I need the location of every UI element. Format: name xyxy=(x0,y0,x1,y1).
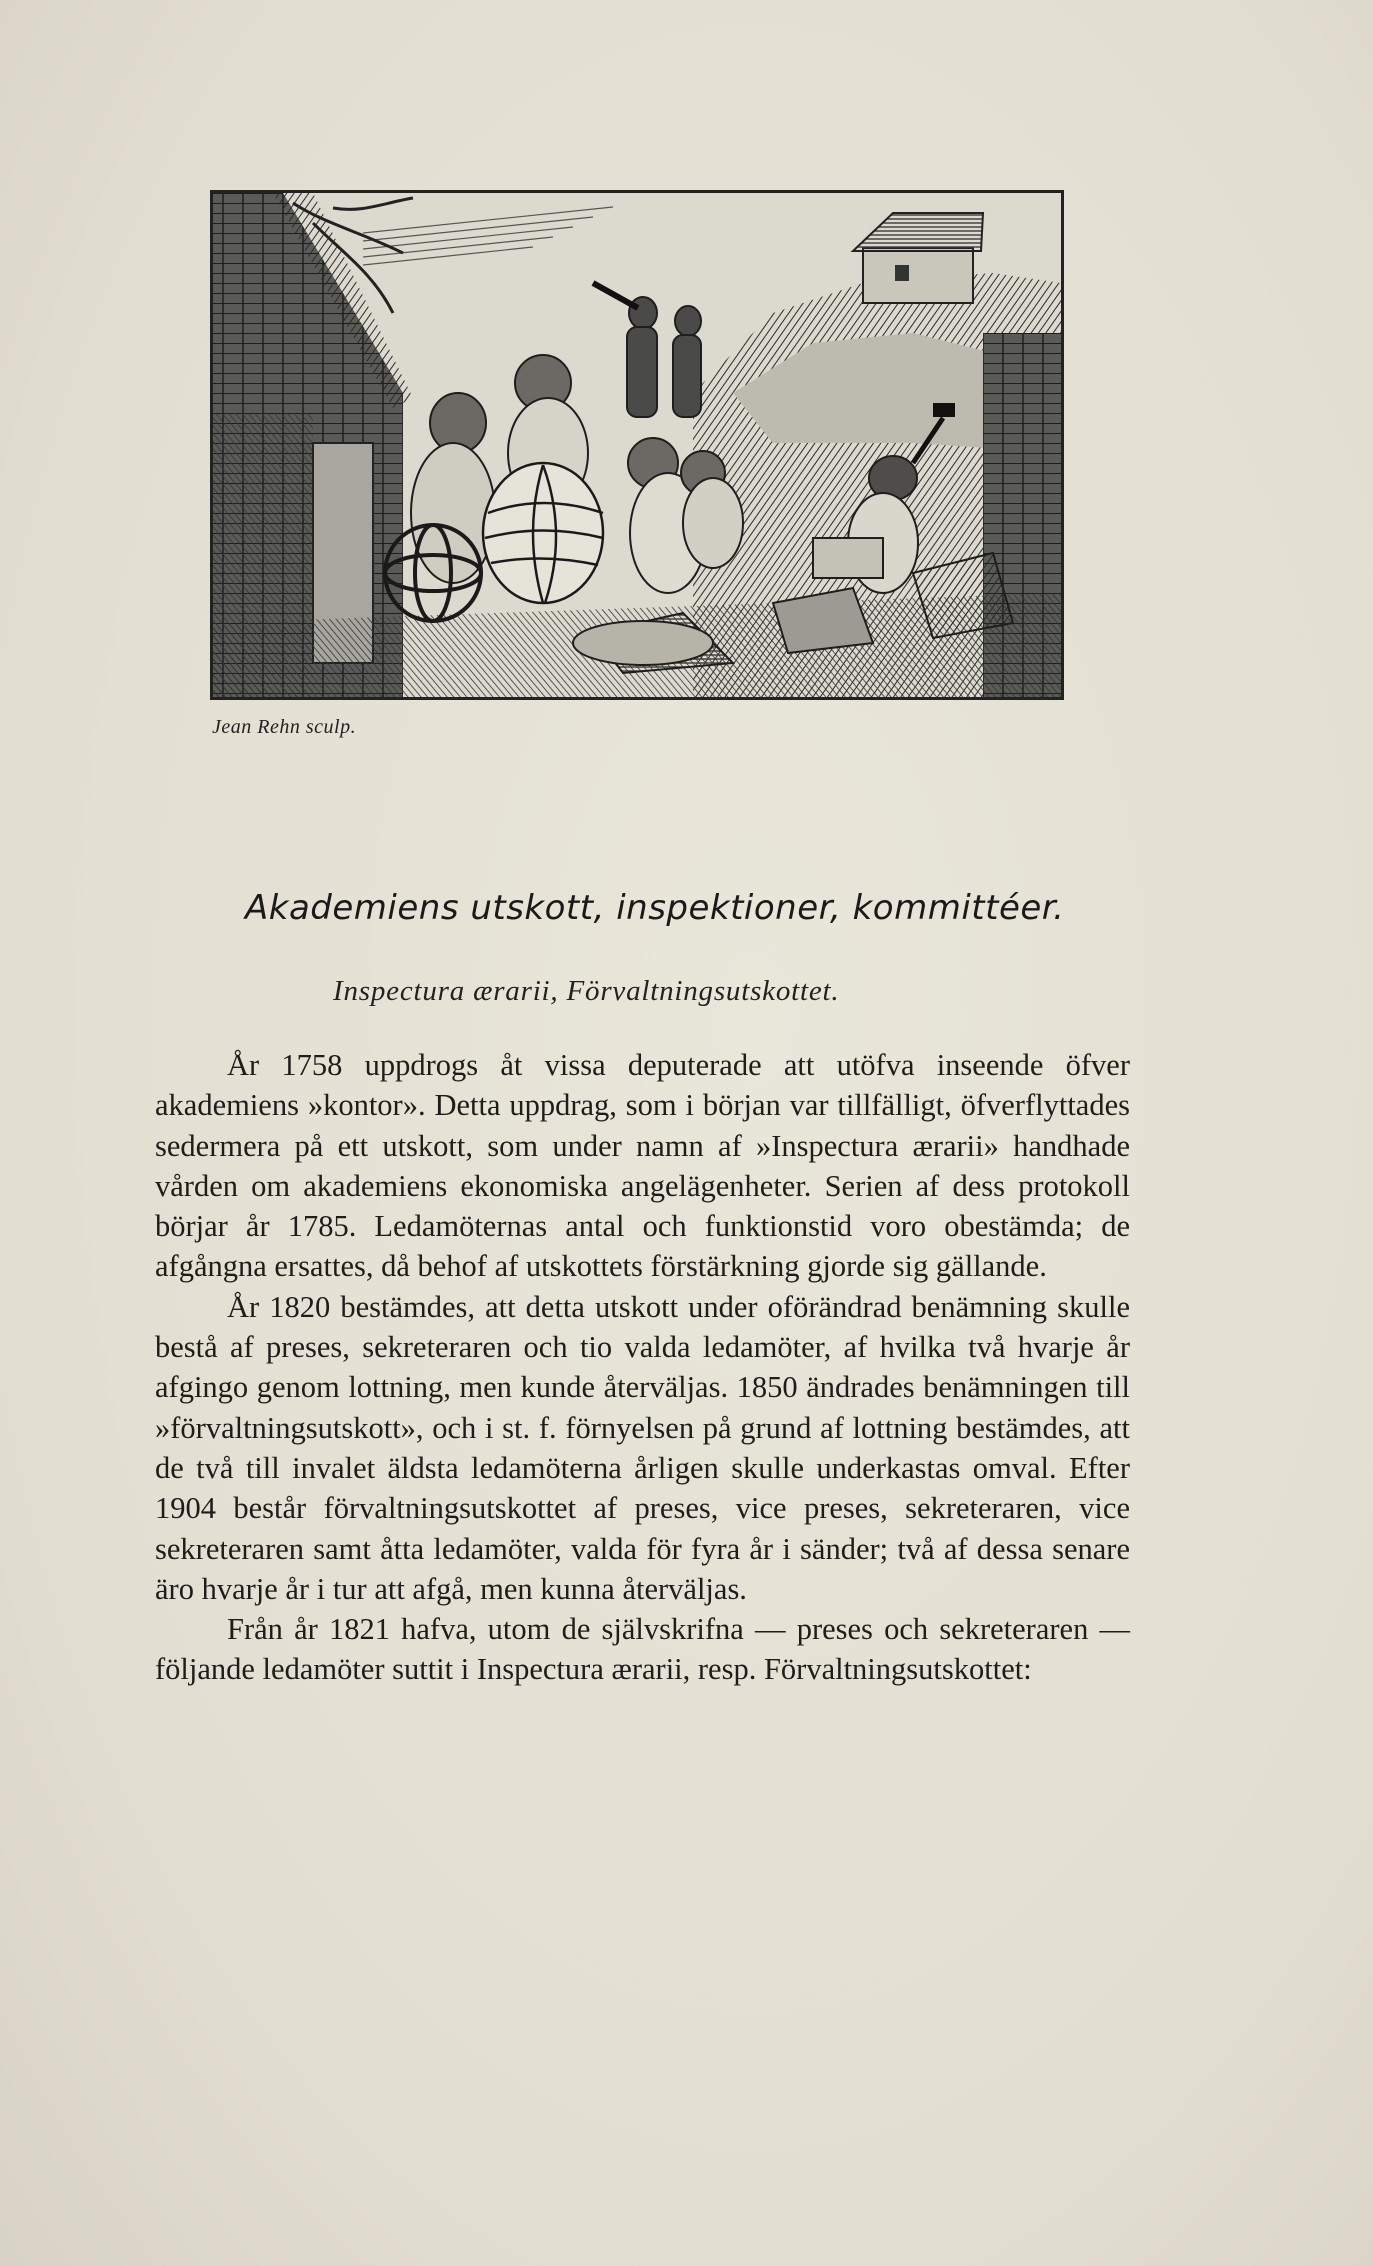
section-heading: Akademiens utskott, inspektioner, kommittéer. xyxy=(245,888,1065,928)
paragraph: År 1820 bestämdes, att detta utskott under oförändrad benämning skulle bestå af preses, sekreteraren och tio valda ledamöter, af hvilka två hvarje år afgingo genom lottning, men kunde återväljas. 1850 ändrades benämningen till »förvaltningsutskott», och i st. f. förnyelsen på grund af lottning bestämdes, att de två till invalet äldsta ledamöterna årligen skulle underkastas omval. Efter 1904 består förvaltningsutskottet af preses, vice preses, sekreteraren, vice sekreteraren samt åtta ledamöter, valda för fyra år i sänder; två af dessa senare äro hvarje år i tur att afgå, men kunna återväljas. xyxy=(155,1289,1130,1606)
paragraph: År 1758 uppdrogs åt vissa deputerade att utöfva inseende öfver akademiens »kontor». Detta uppdrag, som i början var tillfälligt, öfverflyttades sedermera på ett utskott, som under namn af »Inspectura ærarii» handhade vården om akademiens ekonomiska angelägenheter. Serien af dess protokoll börjar år 1785. Ledamöternas antal och funktionstid voro obestämda; de afgångna ersattes, då behof af utskottets förstärkning gjorde sig gällande. xyxy=(155,1048,1130,1284)
paragraph: Från år 1821 hafva, utom de självskrifna — preses och sekreteraren — följande ledamöter suttit i Inspectura ærarii, resp. Förvaltningsutskottet: xyxy=(155,1612,1130,1687)
engraving-illustration xyxy=(210,190,1064,700)
engraver-signature: Jean Rehn sculp. xyxy=(212,716,357,738)
section-subheading: Inspectura ærarii, Förvaltningsutskottet. xyxy=(333,975,840,1007)
body-text xyxy=(155,1045,1130,1690)
engraving-scene xyxy=(213,193,1061,697)
